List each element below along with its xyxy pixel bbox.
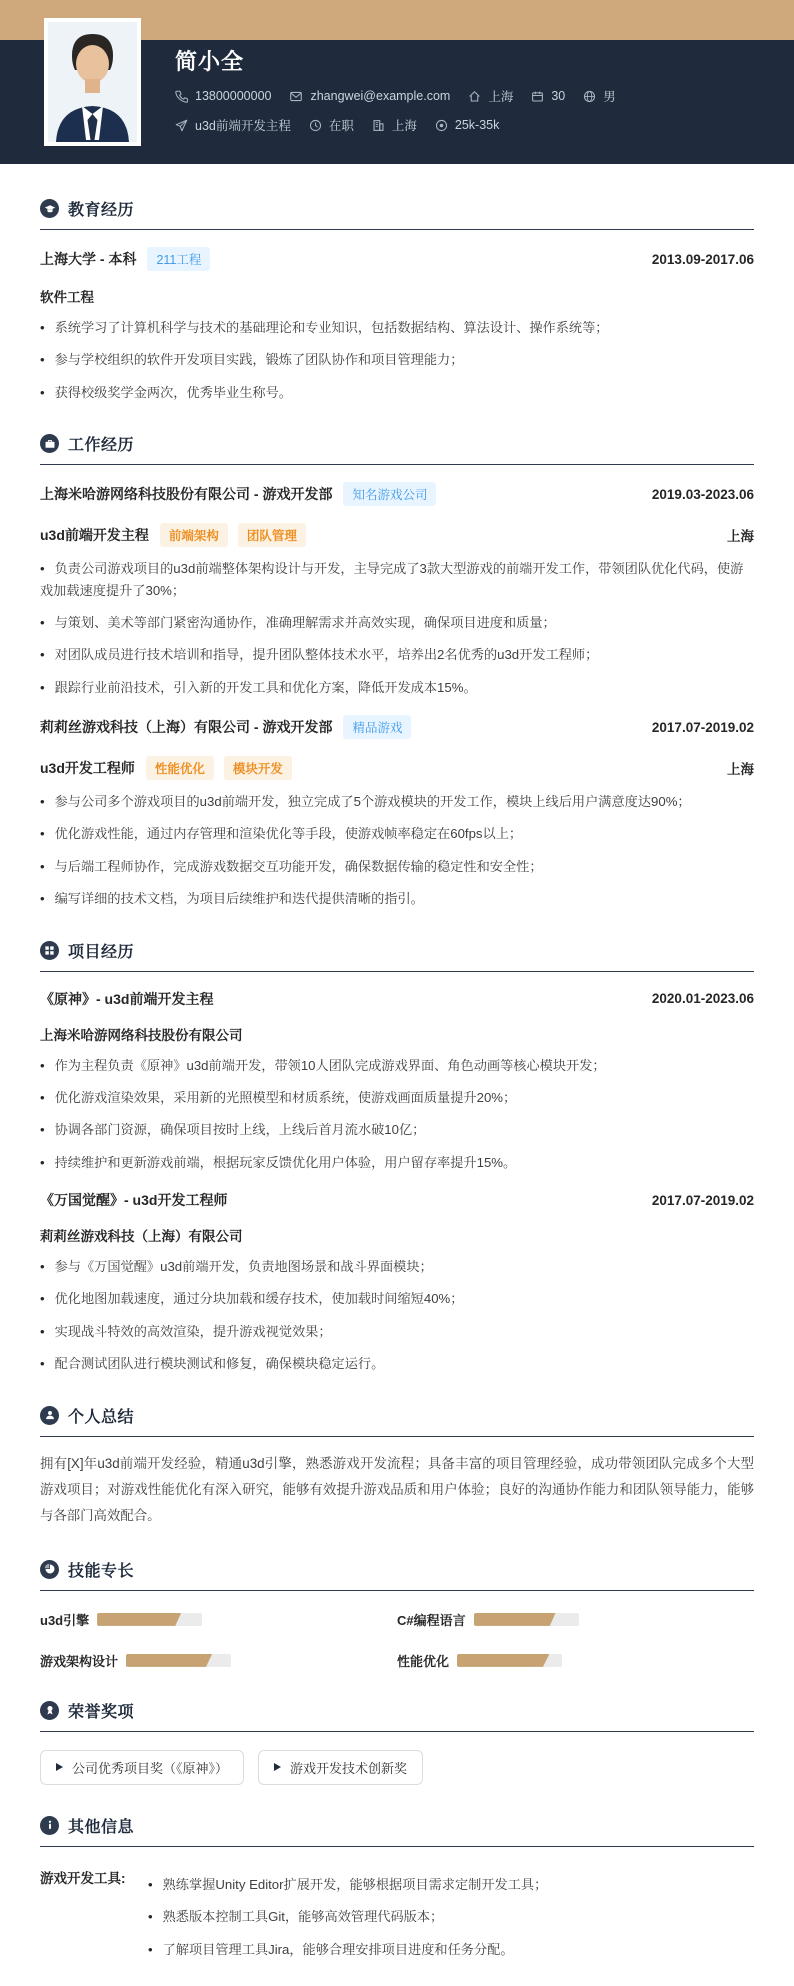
work-bullets [40, 791, 754, 910]
play-icon [56, 1763, 63, 1771]
bullet-text: 系统学习了计算机科学与技术的基础理论和专业知识，包括数据结构、算法设计、操作系统等； [54, 320, 609, 335]
company-badge: 精品游戏 [343, 715, 411, 739]
skill-bar-track [474, 1613, 579, 1626]
age-icon [531, 90, 544, 103]
bullet-dot [40, 859, 45, 874]
education-entry [40, 247, 754, 403]
bullet-item [40, 349, 754, 370]
skill-label: u3d引擎 [40, 1612, 90, 1628]
work-location: 上海 [727, 762, 754, 777]
skill-item [397, 1651, 754, 1670]
bullet-text: 编写详细的技术文档，为项目后续维护和迭代提供清晰的指引。 [54, 891, 424, 907]
section-title: 个人总结 [68, 1408, 135, 1426]
bullet-text: 熟练掌握Unity Editor扩展开发，能够根据项目需求定制开发工具； [162, 1876, 548, 1892]
bullet-text: 配合测试团队进行模块测试和修复，确保模块稳定运行。 [54, 1356, 385, 1372]
projects-grid-icon [40, 941, 59, 960]
other-info-row [40, 1856, 754, 1960]
phone-icon [175, 90, 188, 103]
bullet-text: 获得校级奖学金两次，优秀毕业生称号。 [54, 384, 292, 400]
gender-value: 男 [603, 90, 616, 104]
work-date: 2017.07-2019.02 [651, 719, 754, 735]
job-tag: 性能优化 [146, 756, 214, 780]
bullet-text: 参与《万国觉醒》u3d前端开发，负责地图场景和战斗界面模块； [54, 1259, 433, 1274]
bullet-dot [40, 1324, 45, 1339]
project-name: 《原神》- u3d前端开发主程 [40, 990, 214, 1007]
job-tag: 前端架构 [160, 523, 228, 547]
honor-text: 公司优秀项目奖（《原神》） [72, 1760, 229, 1776]
skill-item [40, 1610, 397, 1629]
section-education [40, 197, 754, 403]
bullet-item [40, 612, 754, 633]
medal-icon [40, 1701, 59, 1720]
honor-pill [40, 1750, 244, 1785]
company-city-value: 上海 [391, 119, 417, 133]
bullet-item [40, 856, 754, 877]
bullet-text: 参与公司多个游戏项目的u3d前端开发，独立完成了5个游戏模块的开发工作，模块上线后用户满意度达90%； [54, 794, 691, 809]
contact-gender [583, 87, 616, 105]
bullet-item [40, 1055, 754, 1076]
section-title: 荣誉奖项 [68, 1703, 135, 1721]
position-icon [175, 119, 188, 132]
honor-text: 游戏开发技术创新奖 [290, 1760, 408, 1776]
skill-bar-fill [126, 1654, 212, 1667]
project-entry [40, 1190, 754, 1375]
contact-city [468, 87, 513, 105]
contact-company-city [372, 116, 417, 134]
bullet-item [40, 1119, 754, 1140]
projects-section-header [40, 939, 754, 972]
work-bullets [40, 558, 754, 698]
skills-grid [40, 1610, 754, 1670]
bullet-item [40, 677, 754, 698]
work-date: 2019.03-2023.06 [651, 486, 754, 502]
bullet-text: 与策划、美术等部门紧密沟通协作，准确理解需求并高效实现，确保项目进度和质量； [54, 614, 556, 630]
section-skills [40, 1558, 754, 1670]
honor-pill [258, 1750, 423, 1785]
bullet-item [40, 823, 754, 844]
bullet-text: 参与学校组织的软件开发项目实践，锻炼了团队协作和项目管理能力； [54, 352, 464, 368]
bullet-dot [40, 561, 45, 576]
skill-item [397, 1610, 754, 1629]
bullet-item [40, 558, 754, 601]
gender-icon [583, 90, 596, 103]
bullet-item [40, 1353, 754, 1374]
bullet-dot [40, 1090, 45, 1105]
section-title: 项目经历 [68, 943, 135, 961]
bullet-item [40, 1288, 754, 1309]
bullet-dot [148, 1942, 153, 1957]
city-value: 上海 [488, 90, 514, 104]
graduation-cap-icon [40, 199, 59, 218]
education-bullets [40, 317, 754, 403]
other-bullets [148, 1863, 754, 1960]
project-name: 《万国觉醒》- u3d开发工程师 [40, 1192, 228, 1208]
company-icon [372, 119, 385, 132]
school-name: 上海大学 - 本科 [40, 251, 137, 267]
contact-email [289, 89, 450, 103]
info-icon [40, 1816, 59, 1835]
bullet-text: 作为主程负责《原神》u3d前端开发，带领10人团队完成游戏界面、角色动画等核心模块开发； [54, 1057, 606, 1073]
skills-section-header [40, 1558, 754, 1591]
contact-row-2 [175, 116, 794, 134]
bullet-text: 与后端工程师协作，完成游戏数据交互功能开发，确保数据传输的稳定性和安全性； [54, 858, 543, 874]
job-tags [160, 523, 306, 547]
bullet-text: 熟悉版本控制工具Git，能够高效管理代码版本； [162, 1909, 444, 1925]
bullet-text: 持续维护和更新游戏前端，根据玩家反馈优化用户体验，用户留存率提升15%。 [54, 1154, 517, 1170]
bullet-dot [148, 1877, 153, 1892]
contact-phone [175, 89, 271, 103]
briefcase-icon [40, 434, 59, 453]
section-title: 技能专长 [68, 1562, 135, 1580]
bullet-dot [40, 826, 45, 841]
project-company: 莉莉丝游戏科技（上海）有限公司 [40, 1229, 243, 1244]
mail-icon [289, 90, 303, 103]
work-section-header [40, 432, 754, 465]
skill-bar-track [126, 1654, 231, 1667]
bullet-text: 对团队成员进行技术培训和指导，提升团队整体技术水平，培养出2名优秀的u3d开发工程师； [54, 647, 599, 663]
section-projects [40, 939, 754, 1375]
section-honors [40, 1699, 754, 1785]
bullet-item [148, 1874, 754, 1895]
bullet-item [40, 1152, 754, 1173]
bullet-dot [40, 1122, 45, 1137]
salary-icon [435, 119, 448, 132]
bullet-dot [40, 1058, 45, 1073]
honors-section-header [40, 1699, 754, 1732]
bullet-item [148, 1906, 754, 1927]
bullet-dot [40, 320, 45, 335]
status-value: 在职 [328, 119, 354, 133]
project-bullets [40, 1055, 754, 1174]
skill-bar-track [457, 1654, 562, 1667]
bullet-dot [40, 615, 45, 630]
work-entry [40, 715, 754, 910]
section-work [40, 432, 754, 909]
bullet-item [40, 317, 754, 338]
company-name: 上海米哈游网络科技股份有限公司 - 游戏开发部 [40, 486, 333, 503]
summary-section-header [40, 1404, 754, 1437]
education-date: 2013.09-2017.06 [651, 251, 754, 267]
job-tag: 模块开发 [224, 756, 292, 780]
bullet-dot [40, 680, 45, 695]
skill-label: 性能优化 [397, 1653, 450, 1669]
play-icon [274, 1763, 281, 1771]
contact-age [531, 89, 565, 103]
profile-photo [44, 18, 141, 146]
user-icon [40, 1406, 59, 1425]
bullet-item [40, 644, 754, 665]
bullet-dot [148, 1909, 153, 1924]
bullet-dot [40, 794, 45, 809]
avatar-illustration [48, 22, 137, 142]
other-info-label: 游戏开发工具: [40, 1870, 126, 1886]
section-summary [40, 1404, 754, 1529]
position-value: u3d前端开发主程 [195, 119, 291, 133]
bullet-text: 协调各部门资源，确保项目按时上线，上线后首月流水破10亿； [54, 1122, 426, 1138]
project-date: 2020.01-2023.06 [651, 991, 754, 1006]
salary-value: 25k-35k [454, 118, 500, 132]
bullet-text: 实现战斗特效的高效渲染，提升游戏视觉效果； [54, 1323, 332, 1339]
bullet-text: 跟踪行业前沿技术，引入新的开发工具和优化方案，降低开发成本15%。 [54, 679, 477, 695]
contact-salary [435, 118, 499, 132]
job-title: u3d前端开发主程 [40, 527, 149, 544]
company-name: 莉莉丝游戏科技（上海）有限公司 - 游戏开发部 [40, 719, 333, 735]
candidate-name: 简小全 [175, 49, 245, 74]
bullet-item [40, 888, 754, 909]
project-company: 上海米哈游网络科技股份有限公司 [40, 1027, 243, 1043]
section-title: 工作经历 [68, 437, 135, 455]
bullet-dot [40, 1155, 45, 1170]
bullet-text: 了解项目管理工具Jira，能够合理安排项目进度和任务分配。 [162, 1941, 514, 1957]
summary-text: 拥有[X]年u3d前端开发经验，精通u3d引擎，熟悉游戏开发流程；具备丰富的项目管理经验，成功带领团队完成多个大型游戏项目；对游戏性能优化有深入研究，能够有效提升游戏品质和用户体验；良好的沟通协作能力和团队领导能力，能够与各部门高效配合。 [40, 1455, 754, 1523]
project-date: 2017.07-2019.02 [651, 1192, 754, 1208]
bullet-dot [40, 891, 45, 906]
major-name: 软件工程 [40, 290, 94, 305]
contact-row-1 [175, 87, 794, 105]
header-info [175, 48, 794, 134]
email-value: zhangwei@example.com [310, 89, 451, 103]
bullet-text: 负责公司游戏项目的u3d前端整体架构设计与开发，主导完成了3款大型游戏的前端开发工作，带领团队优化代码，使游戏加载速度提升了30%； [40, 561, 744, 598]
project-entry [40, 989, 754, 1174]
skill-bar-track [97, 1613, 202, 1626]
job-title: u3d开发工程师 [40, 760, 135, 776]
bullet-item [40, 791, 754, 812]
skill-item [40, 1651, 397, 1670]
bullet-item [148, 1939, 754, 1960]
school-badge: 211工程 [147, 247, 210, 271]
bullet-item [40, 1256, 754, 1277]
job-tags [146, 756, 292, 780]
skill-bar-fill [97, 1613, 181, 1626]
bullet-item [40, 382, 754, 403]
bullet-dot [40, 352, 45, 367]
bullet-text: 优化地图加载速度，通过分块加载和缓存技术，使加载时间缩短40%； [54, 1291, 464, 1307]
honor-list [40, 1750, 754, 1785]
company-badge: 知名游戏公司 [343, 482, 436, 506]
skill-label: C#编程语言 [397, 1612, 466, 1628]
status-icon [309, 119, 322, 132]
resume-body [0, 164, 794, 1986]
pie-chart-icon [40, 1560, 59, 1579]
bullet-dot [40, 1259, 45, 1274]
phone-value: 13800000000 [195, 89, 272, 103]
bullet-dot [40, 647, 45, 662]
home-icon [468, 90, 481, 103]
skill-bar-fill [457, 1654, 549, 1667]
skill-bar-fill [474, 1613, 556, 1626]
project-bullets [40, 1256, 754, 1375]
work-location: 上海 [727, 529, 754, 545]
work-entry [40, 482, 754, 698]
job-tag: 团队管理 [238, 523, 306, 547]
age-value: 30 [551, 89, 566, 103]
bullet-item [40, 1087, 754, 1108]
other-section-header [40, 1814, 754, 1847]
resume-header [0, 40, 794, 164]
contact-position [175, 116, 291, 134]
bullet-text: 优化游戏性能，通过内存管理和渲染优化等手段，使游戏帧率稳定在60fps以上； [54, 826, 523, 842]
skill-label: 游戏架构设计 [40, 1653, 119, 1669]
bullet-dot [40, 1356, 45, 1371]
contact-status [309, 116, 354, 134]
section-title: 其他信息 [68, 1818, 135, 1836]
section-title: 教育经历 [68, 202, 135, 219]
bullet-item [40, 1321, 754, 1342]
education-section-header [40, 197, 754, 230]
bullet-text: 优化游戏渲染效果，采用新的光照模型和材质系统，使游戏画面质量提升20%； [54, 1089, 517, 1105]
bullet-dot [40, 385, 45, 400]
bullet-dot [40, 1291, 45, 1306]
section-other [40, 1814, 754, 1960]
